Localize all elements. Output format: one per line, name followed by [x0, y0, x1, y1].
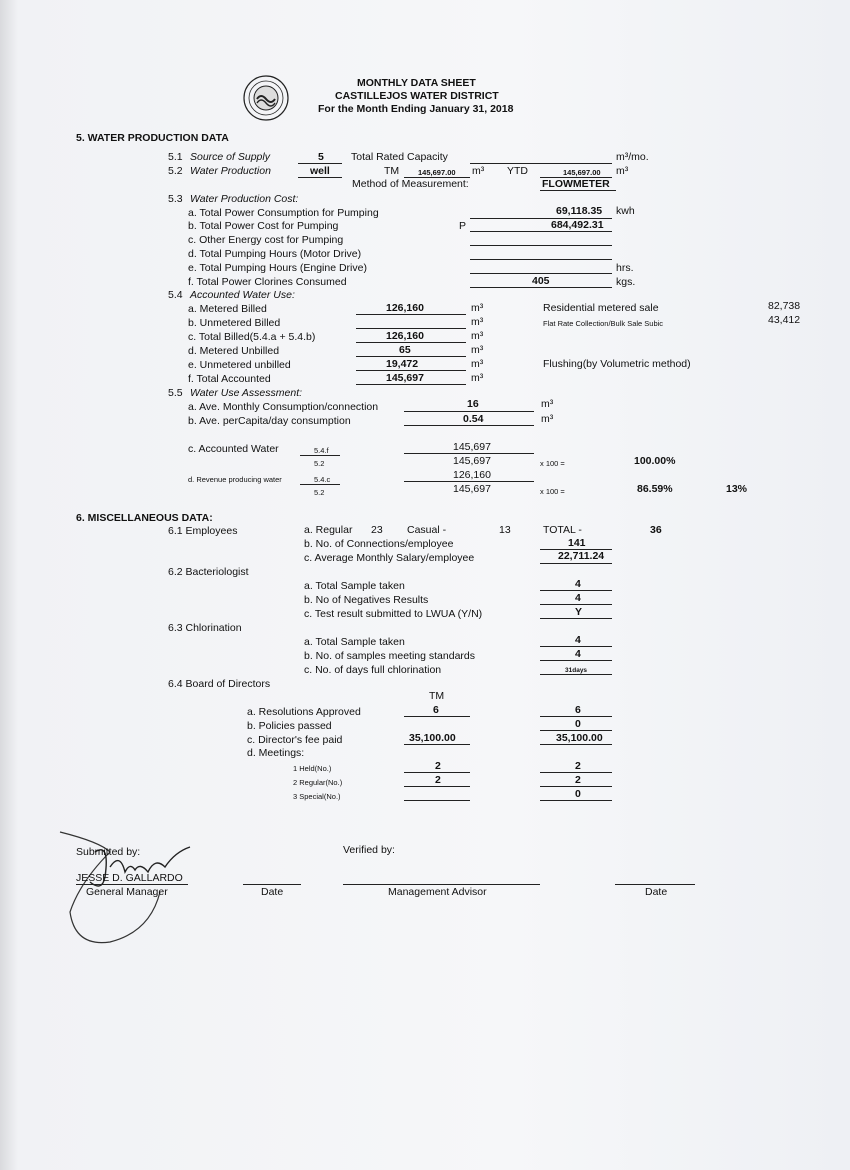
pumping-hours-motor-label: d. Total Pumping Hours (Motor Drive) — [188, 248, 362, 260]
residential-sale-label: Residential metered sale — [543, 302, 659, 314]
bact-sample-value: 4 — [575, 578, 581, 590]
total-accounted-label: f. Total Accounted — [188, 373, 271, 385]
policies-label: b. Policies passed — [247, 720, 332, 732]
m3-unit-a: m³ — [471, 302, 484, 314]
connections-per-employee-value: 141 — [568, 537, 586, 549]
accounted-water-v1: 145,697 — [453, 441, 491, 453]
revenue-water-percent: 86.59% — [637, 483, 673, 495]
row-5-4-number: 5.4 — [168, 289, 183, 301]
chlor-standards-label: b. No. of samples meeting standards — [304, 650, 476, 662]
percapita-value: 0.54 — [463, 413, 484, 425]
chlorine-consumed-value: 405 — [532, 275, 550, 287]
regular-value: 23 — [371, 524, 383, 536]
row-5-5-number: 5.5 — [168, 387, 183, 399]
tm-label: TM — [384, 165, 400, 177]
total-employees-label: TOTAL - — [543, 524, 582, 536]
pumping-hours-engine-label: e. Total Pumping Hours (Engine Drive) — [188, 262, 367, 274]
ytd-unit: m³ — [616, 165, 629, 177]
chlorine-consumed-unit: kgs. — [616, 276, 636, 288]
row-5-3-number: 5.3 — [168, 193, 183, 205]
meetings-held-ytd: 2 — [575, 760, 581, 772]
submitted-by-label: Submitted by: — [76, 846, 141, 858]
metered-billed-value: 126,160 — [386, 302, 424, 314]
resolutions-ytd: 6 — [575, 704, 581, 716]
section-5-heading: 5. WATER PRODUCTION DATA — [76, 132, 229, 144]
casual-label: Casual - — [407, 524, 447, 536]
revenue-water-denominator: 5.2 — [314, 488, 325, 497]
power-cost-value: 684,492.31 — [551, 219, 604, 231]
power-cost-label: b. Total Power Cost for Pumping — [188, 220, 339, 232]
bact-negatives-value: 4 — [575, 592, 581, 604]
total-billed-label: c. Total Billed(5.4.a + 5.4.b) — [188, 331, 316, 343]
row-5-2-number: 5.2 — [168, 165, 183, 177]
accounted-water-denominator: 5.2 — [314, 459, 325, 468]
meetings-regular-tm: 2 — [435, 774, 441, 786]
metered-unbilled-label: d. Metered Unbilled — [188, 345, 280, 357]
accounted-water-v2: 145,697 — [453, 455, 491, 467]
board-tm-header: TM — [429, 690, 445, 702]
directors-fee-ytd: 35,100.00 — [556, 732, 603, 744]
total-rated-capacity-label: Total Rated Capacity — [351, 151, 448, 163]
accounted-water-multiplier: x 100 = — [540, 459, 565, 468]
meetings-special-label: 3 Special(No.) — [293, 792, 341, 801]
policies-ytd: 0 — [575, 718, 581, 730]
average-salary-value: 22,711.24 — [558, 550, 605, 562]
flushing-label: Flushing(by Volumetric method) — [543, 358, 691, 370]
chlorine-consumed-label: f. Total Power Clorines Consumed — [188, 276, 347, 288]
accounted-water-label: c. Accounted Water — [188, 443, 279, 455]
flat-rate-value: 43,412 — [768, 314, 801, 326]
power-consumption-value: 69,118.35 — [556, 205, 603, 217]
row-5-1-number: 5.1 — [168, 151, 183, 163]
employees-label: 6.1 Employees — [168, 525, 238, 537]
row-5-1-label: Source of Supply — [190, 151, 270, 163]
bact-sample-label: a. Total Sample taken — [304, 580, 405, 592]
chlor-sample-label: a. Total Sample taken — [304, 636, 405, 648]
m3-unit-d: m³ — [471, 344, 484, 356]
metered-billed-label: a. Metered Billed — [188, 303, 267, 315]
chlor-days-value: 31days — [565, 667, 588, 674]
date-label-2: Date — [645, 886, 668, 898]
production-ytd-value: 145,697.00 — [563, 168, 601, 177]
water-production-source: well — [310, 165, 330, 177]
signatory-position: General Manager — [86, 886, 168, 898]
meetings-held-tm: 2 — [435, 760, 441, 772]
management-advisor-label: Management Advisor — [388, 886, 487, 898]
bact-submitted-label: c. Test result submitted to LWUA (Y/N) — [304, 608, 483, 620]
power-consumption-unit: kwh — [616, 205, 635, 217]
metered-unbilled-value: 65 — [399, 344, 411, 356]
meetings-regular-ytd: 2 — [575, 774, 581, 786]
chlor-standards-value: 4 — [575, 648, 581, 660]
resolutions-tm: 6 — [433, 704, 439, 716]
casual-value: 13 — [499, 524, 511, 536]
ytd-label: YTD — [507, 165, 528, 177]
meetings-regular-label: 2 Regular(No.) — [293, 778, 343, 787]
ave-consumption-value: 16 — [467, 398, 479, 410]
accounted-water-percent: 100.00% — [634, 455, 676, 467]
accounted-water-numerator: 5.4.f — [314, 446, 329, 455]
m3-unit-c: m³ — [471, 330, 484, 342]
other-energy-cost-label: c. Other Energy cost for Pumping — [188, 234, 344, 246]
signatory-name: JESSE D. GALLARDO — [76, 872, 183, 884]
total-employees-value: 36 — [650, 524, 662, 536]
report-period: For the Month Ending January 31, 2018 — [318, 103, 514, 115]
m3-unit-b: m³ — [471, 316, 484, 328]
revenue-water-numerator: 5.4.c — [314, 475, 331, 484]
percapita-label: b. Ave. perCapita/day consumption — [188, 415, 351, 427]
average-salary-label: c. Average Monthly Salary/employee — [304, 552, 475, 564]
sheet-title: MONTHLY DATA SHEET — [357, 77, 476, 89]
row-5-3-label: Water Production Cost: — [190, 193, 299, 205]
tm-unit: m³ — [472, 165, 485, 177]
ave-consumption-label: a. Ave. Monthly Consumption/connection — [188, 401, 379, 413]
method-of-measurement-value: FLOWMETER — [542, 178, 610, 190]
non-revenue-water-percent: 13% — [726, 483, 748, 495]
row-5-2-label: Water Production — [190, 165, 271, 177]
row-5-5-label: Water Use Assessment: — [190, 387, 303, 399]
bacteriologist-label: 6.2 Bacteriologist — [168, 566, 249, 578]
row-5-4-label: Accounted Water Use: — [190, 289, 295, 301]
chlor-days-label: c. No. of days full chlorination — [304, 664, 442, 676]
section-6-heading: 6. MISCELLANEOUS DATA: — [76, 512, 213, 524]
bact-negatives-label: b. No of Negatives Results — [304, 594, 429, 606]
verified-by-label: Verified by: — [343, 844, 395, 856]
m3-unit-e: m³ — [471, 358, 484, 370]
directors-fee-label: c. Director's fee paid — [247, 734, 343, 746]
connections-per-employee-label: b. No. of Connections/employee — [304, 538, 454, 550]
resolutions-label: a. Resolutions Approved — [247, 706, 361, 718]
flat-rate-label: Flat Rate Collection/Bulk Sale Subic — [543, 319, 664, 328]
pumping-hours-unit: hrs. — [616, 262, 634, 274]
residential-sale-value: 82,738 — [768, 300, 801, 312]
meetings-special-ytd: 0 — [575, 788, 581, 800]
capacity-unit: m³/mo. — [616, 151, 649, 163]
ave-consumption-unit: m³ — [541, 398, 554, 410]
production-tm-value: 145,697.00 — [418, 168, 456, 177]
unmetered-unbilled-label: e. Unmetered unbilled — [188, 359, 291, 371]
power-cost-currency: P — [459, 220, 467, 232]
method-of-measurement-label: Method of Measurement: — [352, 178, 469, 190]
unmetered-billed-label: b. Unmetered Billed — [188, 317, 281, 329]
chlorination-label: 6.3 Chlorination — [168, 622, 242, 634]
date-label-1: Date — [261, 886, 284, 898]
district-name: CASTILLEJOS WATER DISTRICT — [335, 90, 499, 102]
regular-label: a. Regular — [304, 524, 353, 536]
board-label: 6.4 Board of Directors — [168, 678, 271, 690]
revenue-water-v1: 126,160 — [453, 469, 491, 481]
revenue-water-multiplier: x 100 = — [540, 487, 565, 496]
total-accounted-value: 145,697 — [386, 372, 424, 384]
source-of-supply-value: 5 — [318, 151, 324, 163]
meetings-held-label: 1 Held(No.) — [293, 764, 332, 773]
unmetered-unbilled-value: 19,472 — [386, 358, 419, 370]
chlor-sample-value: 4 — [575, 634, 581, 646]
m3-unit-f: m³ — [471, 372, 484, 384]
bact-submitted-value: Y — [575, 606, 583, 618]
revenue-water-v2: 145,697 — [453, 483, 491, 495]
directors-fee-tm: 35,100.00 — [409, 732, 456, 744]
meetings-label: d. Meetings: — [247, 747, 305, 759]
percapita-unit: m³ — [541, 413, 554, 425]
revenue-water-label: d. Revenue producing water — [188, 475, 282, 484]
water-district-seal — [243, 75, 289, 121]
total-billed-value: 126,160 — [386, 330, 424, 342]
power-consumption-label: a. Total Power Consumption for Pumping — [188, 207, 379, 219]
